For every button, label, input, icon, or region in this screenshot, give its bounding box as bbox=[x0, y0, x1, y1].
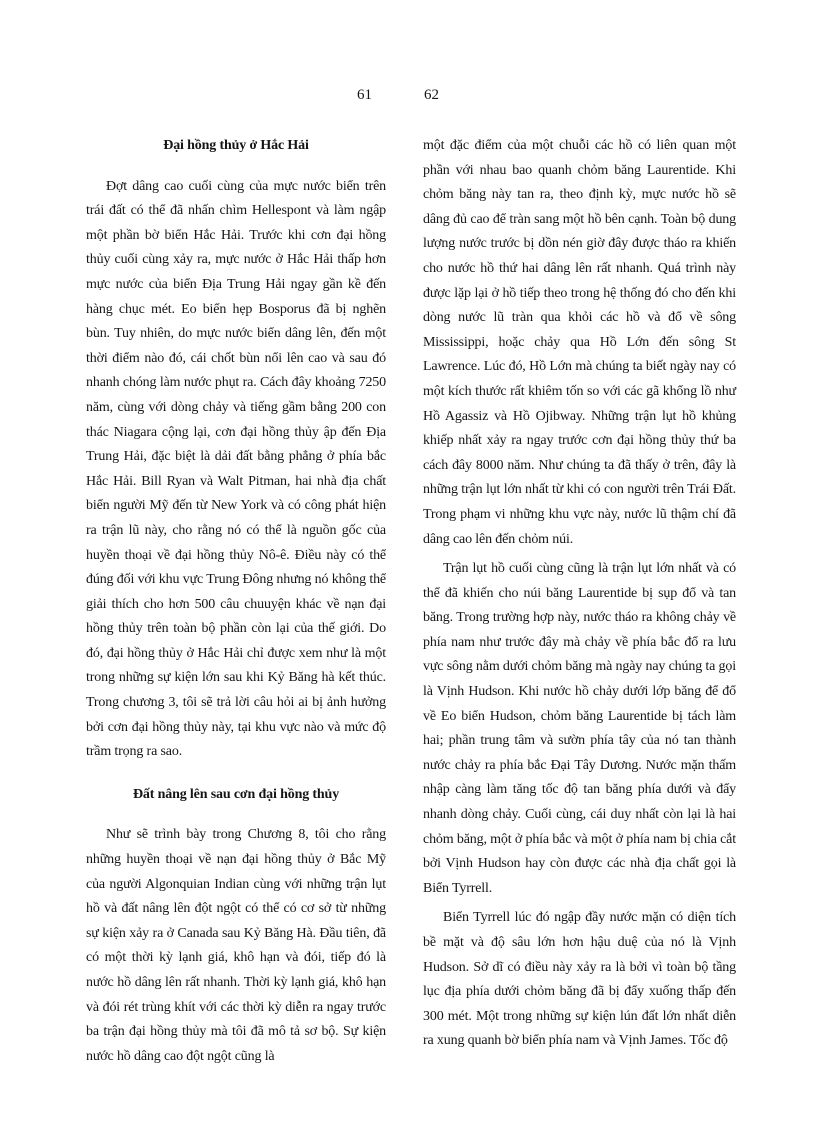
page-number-right: 62 bbox=[424, 87, 439, 103]
paragraph: Như sẽ trình bày trong Chương 8, tôi cho rằng những huyền thoại về nạn đại hồng thủy ở Bắc Mỹ của người Algonquian Indian cùng với những trận lụt hồ và đất nâng lên đột ngột có thể có cơ sở từ những sự kiện xảy ra ở Canada sau Kỷ Băng Hà. Đầu tiên, đã có một thời kỳ lạnh giá, khô hạn và đói, tiếp đó là nước hồ dâng lên rất nhanh. Thời kỳ lạnh giá, khô hạn và đói rét trùng khít với các thời kỳ diễn ra ngay trước ba trận đại hồng thủy mà tôi đã mô tả sơ bộ. Sự kiện nước hồ dâng cao đột ngột cũng là bbox=[86, 827, 386, 1064]
paragraph: Biển Tyrrell lúc đó ngập đầy nước mặn có diện tích bề mặt và độ sâu lớn hơn hậu duệ của nó là Vịnh Hudson. Sở dĩ có điều này xảy ra là bởi vì toàn bộ tầng lục địa phía dưới chỏm băng đã bị đẩy xuống thấp đến 300 mét. Một trong những sự kiện lún đất lớn nhất diễn ra xung quanh bờ biển phía nam và Vịnh James. Tốc độ bbox=[423, 910, 736, 1049]
section-heading-black-sea-flood: Đại hồng thủy ở Hắc Hải bbox=[163, 138, 309, 153]
section-heading-land-uplift: Đất nâng lên sau cơn đại hồng thủy bbox=[132, 786, 340, 802]
right-column bbox=[423, 134, 736, 1054]
left-column bbox=[86, 134, 386, 1069]
page-number-left: 61 bbox=[357, 87, 372, 103]
paragraph: một đặc điểm của một chuỗi các hồ có liên quan một phần với nhau bao quanh chỏm băng Laurentide. Khi chỏm băng này tan ra, theo định kỳ, mực nước hồ sẽ dâng đủ cao để tràn sang một hồ bên cạnh. Toàn bộ dung lượng nước trước bị dồn nén giờ đây được tháo ra khiến cho nước hồ thứ hai dâng lên rất nhanh. Quá trình này được lặp lại ở hồ tiếp theo trong hệ thống đó cho đến khi dòng nước lũ tràn qua khỏi các hồ và đổ về sông Mississippi, hoặc chảy qua Hồ Lớn đến sông St Lawrence. Lúc đó, Hồ Lớn mà chúng ta biết ngày nay có một kích thước rất khiêm tốn so với các gã khổng lồ như Hồ Agassiz và Hồ Ojibway. Những trận lụt hồ khủng khiếp nhất xảy ra ngay trước cơn đại hồng thủy thứ ba cách đây 8000 năm. Như chúng ta đã thấy ở trên, đây là những trận lụt lớn nhất từ khi có con người trên Trái Đất. Trong phạm vi những khu vực này, nước lũ thậm chí đã dâng cao lên đến chỏm núi. bbox=[423, 138, 736, 547]
paragraph: Trận lụt hồ cuối cùng cũng là trận lụt lớn nhất và có thể đã khiến cho núi băng Laurentide bị sụp đổ và tan băng. Trong trường hợp này, nước tháo ra không chảy về phía nam như trước đây mà chảy về phía bắc đổ ra lưu vực sông nằm dưới chỏm băng mà ngày nay chúng ta gọi là Vịnh Hudson. Khi nước hồ chảy dưới lớp băng để đổ về Eo biển Hudson, chỏm băng Laurentide bị tách làm hai; phần trung tâm và sườn phía tây của nó tan thành nước chảy ra phía bắc Đại Tây Dương. Nước mặn thấm nhập càng làm tăng tốc độ tan băng phía dưới và đẩy nhanh dòng chảy. Cuối cùng, cái duy nhất còn lại là hai chỏm băng, một ở phía bắc và một ở phía nam bị chia cắt bởi Vịnh Hudson hay còn được các nhà địa chất gọi là Biển Tyrrell. bbox=[423, 561, 736, 896]
paragraph: Đợt dâng cao cuối cùng của mực nước biển trên trái đất có thể đã nhấn chìm Hellespont và làm ngập một phần bờ biển Hắc Hải. Trước khi cơn đại hồng thủy cuối cùng xảy ra, mực nước ở Hắc Hải thấp hơn mực nước của biển Địa Trung Hải ngay gần kề đến hàng chục mét. Eo biển hẹp Bosporus đã bị nghẽn bùn. Tuy nhiên, do mực nước biển dâng lên, đến một thời điểm nào đó, cái chốt bùn nổi lên cao và sau đó nhanh chóng làm nước phụt ra. Cách đây khoảng 7250 năm, cùng với dòng chảy và tiếng gầm bằng 200 con thác Niagara cộng lại, cơn đại hồng thủy ập đến Địa Trung Hải, đặc biệt là dải đất bằng phẳng ở phía bắc Hắc Hải. Bill Ryan và Walt Pitman, hai nhà địa chất biển người Mỹ đến từ New York và có công phát hiện ra trận lũ này, cho rằng nó có thể là nguồn gốc của huyền thoại về đại hồng thủy Nô-ê. Điều này có thể đúng đối với khu vực Trung Đông nhưng nó không thể giải thích cho hơn 500 câu chuuyện khác về nạn đại hồng thủy trên toàn bộ phần còn lại của thế giới. Do đó, đại hồng thủy ở Hắc Hải chỉ được xem như là một trong những sự kiện lớn sau khi Kỷ Băng hà kết thúc. Trong chương 3, tôi sẽ trả lời câu hỏi ai bị ảnh hưởng bởi cơn đại hồng thủy này, tại khu vực nào và mức độ trầm trọng ra sao. bbox=[86, 178, 386, 760]
